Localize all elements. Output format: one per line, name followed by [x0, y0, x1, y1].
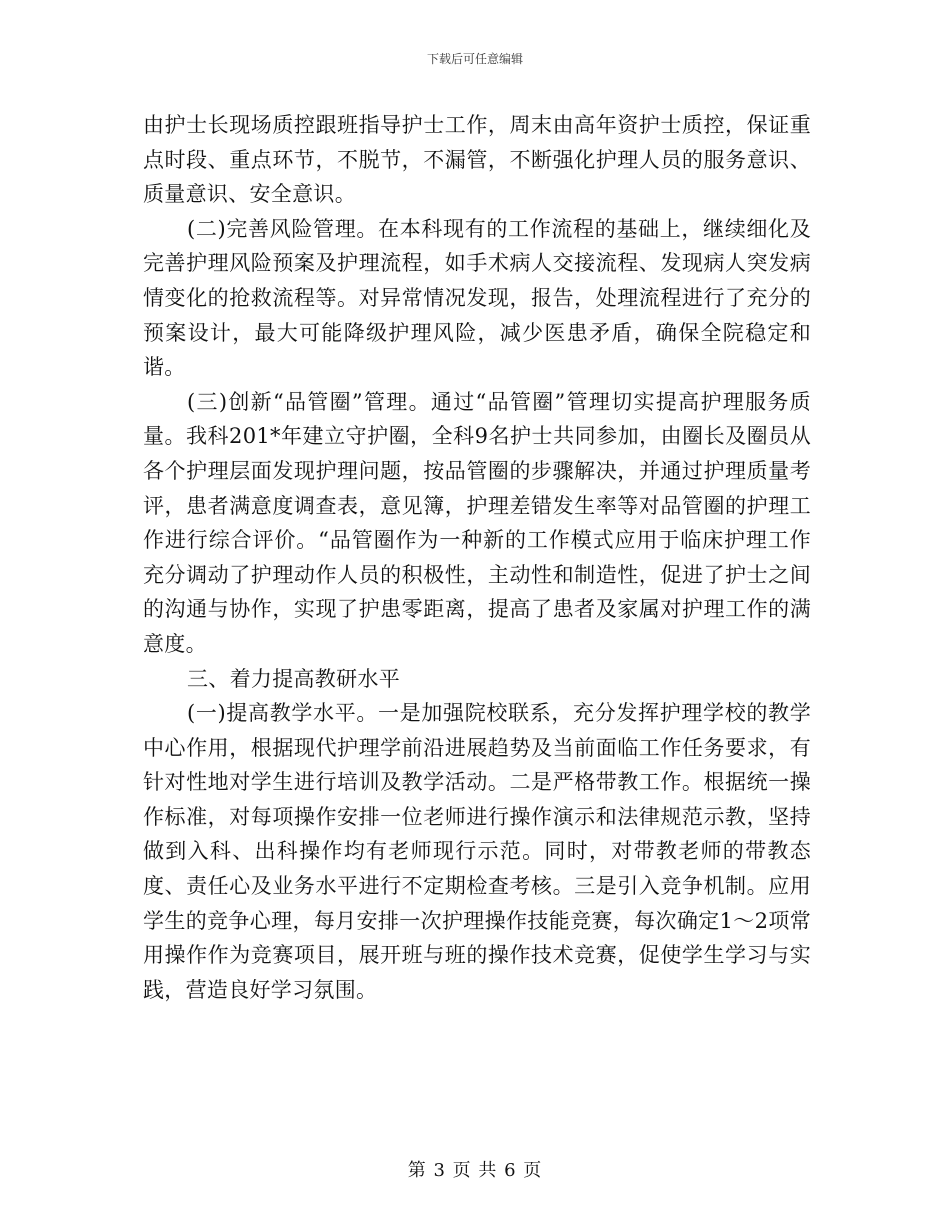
section-heading-teaching-research: 三、着力提高教研水平	[187, 666, 400, 691]
page-number-label: 第 3 页 共 6 页	[407, 1160, 543, 1181]
document-body	[143, 108, 811, 1007]
page-header: 下载后可任意编辑	[426, 52, 523, 66]
paragraph-continuation: 由护士长现场质控跟班指导护士工作，周末由高年资护士质控，保证重点时段、重点环节，不脱节，不漏管，不断强化护理人员的服务意识、质量意识、安全意识。	[143, 113, 811, 207]
page-footer	[0, 1156, 950, 1182]
paragraph-teaching-level: (一)提高教学水平。一是加强院校联系，充分发挥护理学校的教学中心作用，根据现代护理学前沿进展趋势及当前面临工作任务要求，有针对性地对学生进行培训及教学活动。二是严格带教工作。根据统一操作标准，对每项操作安排一位老师进行操作演示和法律规范示教，坚持做到入科、出科操作均有老师现行示范。同时，对带教老师的带教态度、责任心及业务水平进行不定期检查考核。三是引入竞争机制。应用学生的竞争心理，每月安排一次护理操作技能竞赛，每次确定1～2项常用操作作为竞赛项目，展开班与班的操作技术竞赛，促使学生学习与实践，营造良好学习氛围。	[143, 701, 811, 1002]
paragraph-risk-management: (二)完善风险管理。在本科现有的工作流程的基础上，继续细化及完善护理风险预案及护理流程，如手术病人交接流程、发现病人突发病情变化的抢救流程等。对异常情况发现，报告，处理流程进行了充分的预案设计，最大可能降级护理风险，减少医患矛盾，确保全院稳定和谐。	[143, 216, 811, 380]
paragraph-quality-circle: (三)创新“品管圈”管理。通过“品管圈”管理切实提高护理服务质量。我科201*年建立守护圈，全科9名护士共同参加，由圈长及圈员从各个护理层面发现护理问题，按品管圈的步骤解决，并通过护理质量考评，患者满意度调查表，意见簿，护理差错发生率等对品管圈的护理工作进行综合评价。“品管圈作为一种新的工作模式应用于临床护理工作充分调动了护理动作人员的积极性，主动性和制造性，促进了护士之间的沟通与协作，实现了护患零距离，提高了患者及家属对护理工作的满意度。	[143, 389, 811, 656]
